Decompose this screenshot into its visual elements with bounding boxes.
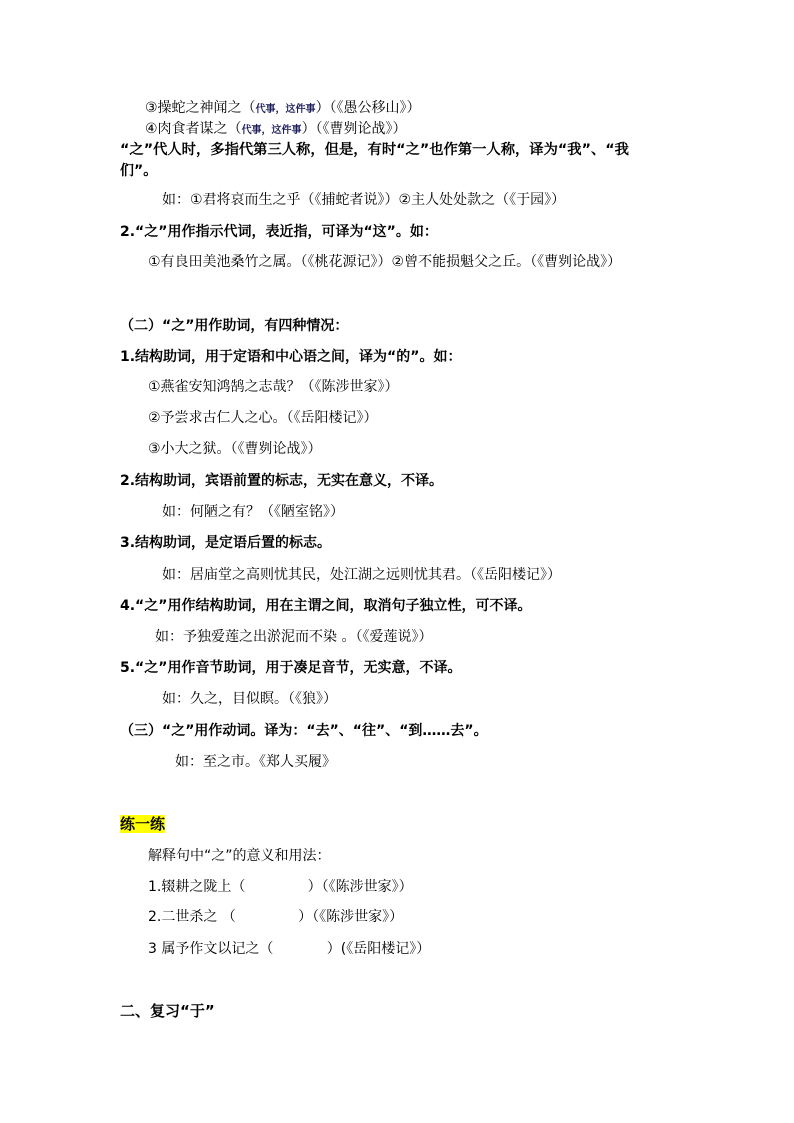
- example-source: ）（《曹刿论战》）: [301, 121, 407, 137]
- section-heading: 1.结构助词，用于定语和中心语之间，译为“的”。如：: [120, 349, 462, 365]
- section-heading: 2.结构助词，宾语前置的标志，无实在意义，不译。: [120, 473, 444, 489]
- example-source: ）（《愚公移山》）: [315, 100, 421, 116]
- example-line: ①有良田美池桑竹之属。（《桃花源记》）②曾不能损魁父之丘。（《曹刿论战》）: [148, 254, 622, 270]
- section-heading: 2.“之”用作指示代词，表近指，可译为“这”。如：: [120, 224, 438, 240]
- practice-instruction: 解释句中“之”的意义和用法：: [148, 848, 331, 864]
- practice-question: 1.辍耕之陇上（ ）（《陈涉世家》）: [148, 879, 413, 895]
- example-line: 如：①君将哀而生之乎（《捕蛇者说》）②主人处处款之（《于园》）: [162, 192, 566, 208]
- section-heading: 4.“之”用作结构助词，用在主谓之间，取消句子独立性，可不译。: [120, 598, 532, 614]
- example-line: ②予尝求古仁人之心。（《岳阳楼记》）: [148, 410, 378, 426]
- practice-title: [120, 815, 165, 833]
- example-line: 如：至之市。《郑人买履》: [175, 754, 336, 770]
- annotation-note: 代事，这件事: [255, 104, 316, 115]
- section-heading: 5.“之”用作音节助词，用于凑足音节，无实意，不译。: [120, 660, 462, 676]
- explanation-line: “之”代人时，多指代第三人称，但是，有时“之”也作第一人称，译为“我”、“我: [120, 142, 629, 158]
- example-line: 如：何陋之有？（《陋室铭》）: [162, 504, 344, 520]
- section-heading: （三）“之”用作动词。译为：“去”、“往”、“到……去”。: [120, 723, 488, 739]
- example-line: ③小大之狱。（《曹刿论战》）: [148, 441, 322, 457]
- example-line: 如：久之，目似瞑。（《狼》）: [162, 691, 337, 707]
- explanation-line-continued: 们”。: [120, 163, 158, 179]
- annotation-note: 代事，这件事: [241, 125, 302, 136]
- section-title: 二、复习“于”: [120, 1002, 215, 1020]
- example-line: 如：予独爱莲之出淤泥而不染 。（《爱莲说》）: [155, 629, 433, 645]
- example-text: ④肉食者谋之（: [145, 121, 242, 137]
- example-line-4: [145, 120, 407, 140]
- example-text: ③操蛇之神闻之（: [145, 100, 256, 116]
- practice-question: 3 属予作文以记之（ ）(《岳阳楼记》）: [148, 941, 431, 957]
- example-line: ①燕雀安知鸿鹄之志哉？（《陈涉世家》）: [148, 379, 399, 395]
- practice-title-highlight: 练一练: [120, 815, 166, 833]
- example-line: 如：居庙堂之高则忧其民，处江湖之远则忧其君。（《岳阳楼记》）: [162, 567, 561, 583]
- practice-question: 2.二世杀之 （ ）（《陈涉世家》）: [148, 909, 404, 925]
- section-heading: 3.结构助词，是定语后置的标志。: [120, 535, 332, 551]
- example-line-3: [145, 99, 421, 119]
- section-heading: （二）“之”用作助词，有四种情况：: [120, 318, 349, 334]
